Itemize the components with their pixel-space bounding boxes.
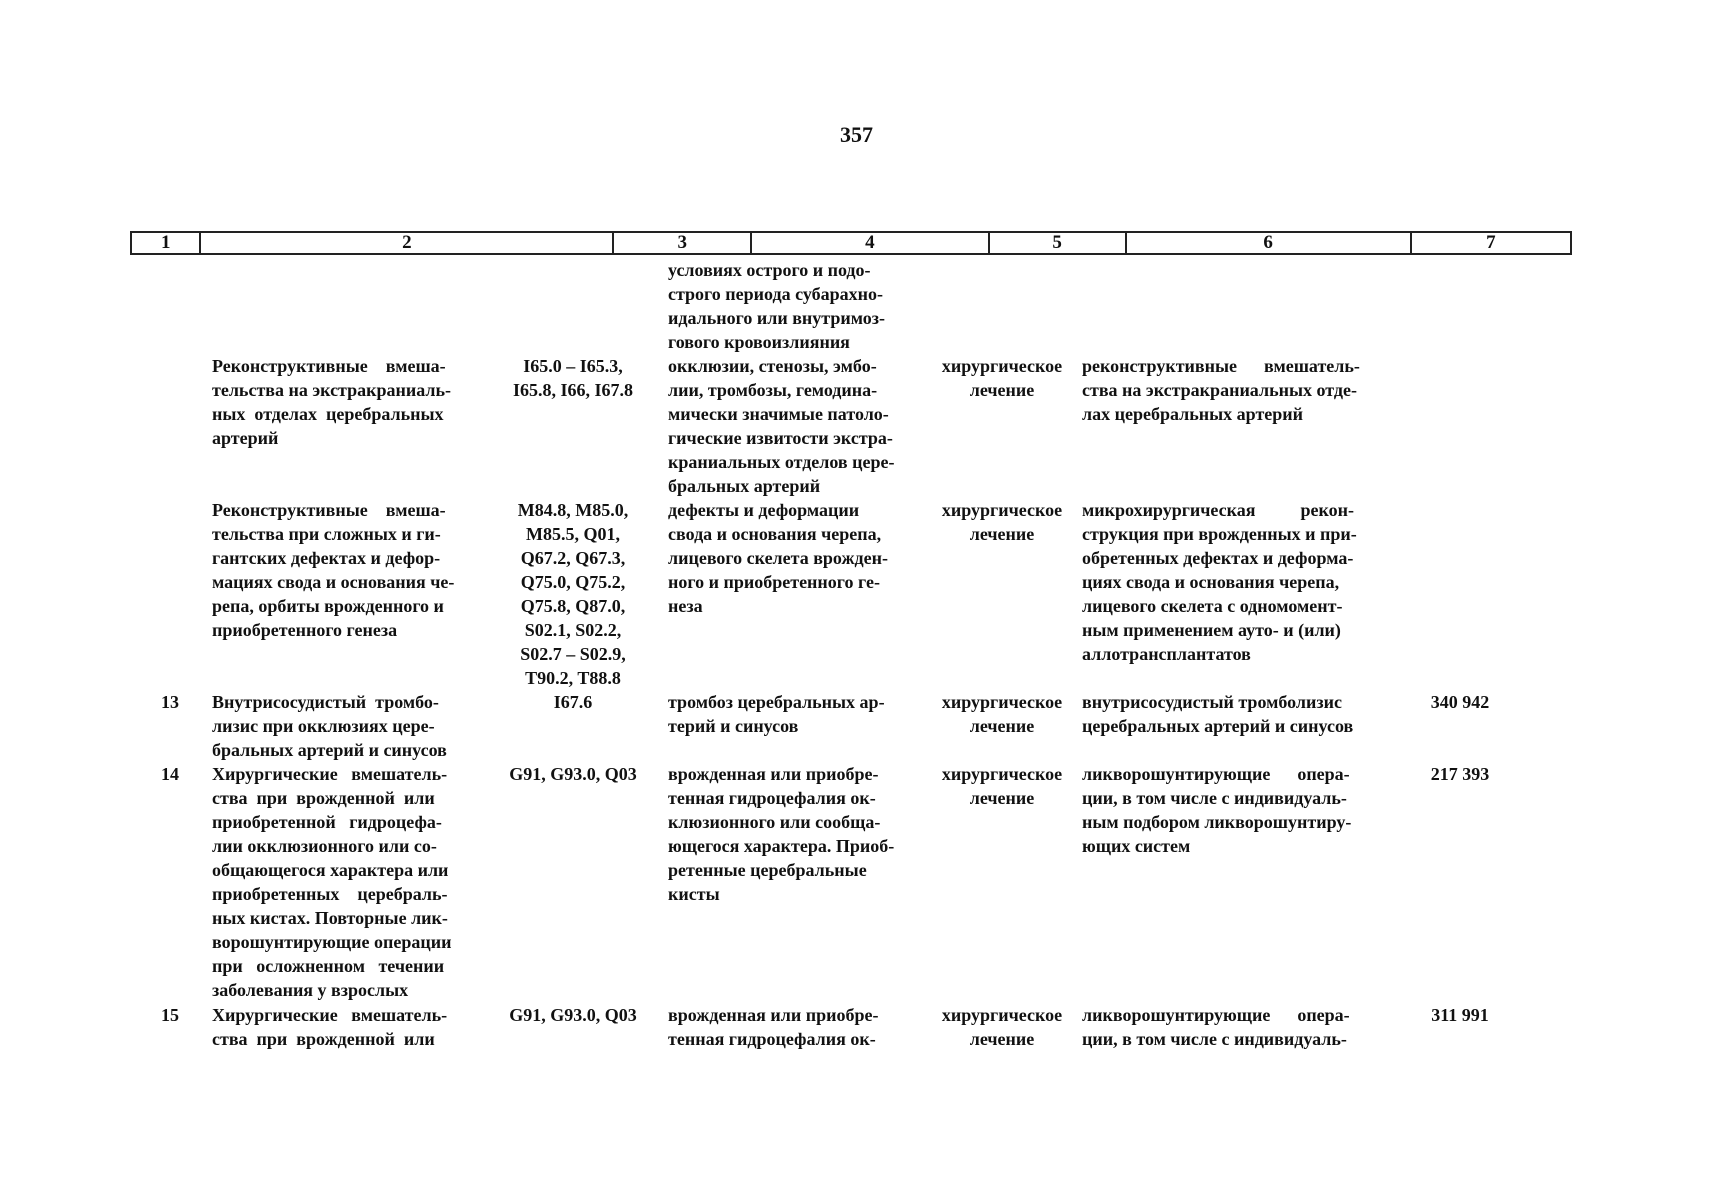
- table-header-row: [130, 231, 1572, 255]
- table-cell-method: микрохирургическая рекон- струкция при врожденных и при- обретенных дефектах и деформа- циях свода и основания черепа, лицевого скелета с одномомент- ным применением ауто- и (или) аллотрансплантатов: [1082, 500, 1357, 664]
- table-cell-diagnosis: врожденная или приобре- тенная гидроцефалия ок-: [668, 1005, 879, 1049]
- table-cell-name: Хирургические вмешатель- ства при врожденной или приобретенной гидроцефа- лии окклюзионного или со- общающегося характера или приобретенных церебраль- ных кистах. Повторные лик- ворошунтирующие операции при осложненном течении заболевания у взрослых: [212, 764, 452, 1000]
- table-cell-diagnosis: врожденная или приобре- тенная гидроцефалия ок- клюзионного или сообща- ющегося характера. Приоб- ретенные церебральные кисты: [668, 764, 895, 904]
- table-cell-cost: 217 393: [1430, 764, 1490, 784]
- table-cell-treatment: хирургическое лечение: [941, 764, 1063, 808]
- table-cell-name: Внутрисосудистый тромбо- лизис при окклюзиях цере- бральных артерий и синусов: [212, 692, 447, 760]
- table-cell-diagnosis: окклюзии, стенозы, эмбо- лии, тромбозы, гемодина- мически значимые патоло- гические извитости экстра- краниальных отделов цере- бральных артерий: [668, 356, 895, 496]
- table-cell-diagnosis: тромбоз церебральных ар- терий и синусов: [668, 692, 885, 736]
- table-cell-method: ликворошунтирующие опера- ции, в том числе с индивидуаль- ным подбором ликворошунтиру- ющих систем: [1082, 764, 1352, 856]
- table-cell-cost: 311 991: [1431, 1005, 1489, 1025]
- page-number: 357: [840, 122, 873, 147]
- table-cell-name: Хирургические вмешатель- ства при врожденной или: [212, 1005, 448, 1049]
- column-header-2: 2: [201, 233, 614, 253]
- column-header-3: 3: [614, 233, 752, 253]
- column-header-1: 1: [132, 233, 201, 253]
- table-cell-number: 15: [161, 1005, 179, 1025]
- table-cell-diagnosis: условиях острого и подо- строго периода субарахно- идального или внутримоз- гового кровоизлияния: [668, 260, 885, 352]
- table-cell-cost: 340 942: [1430, 692, 1490, 712]
- table-cell-method: внутрисосудистый тромболизис церебральных артерий и синусов: [1082, 692, 1354, 736]
- table-cell-name: Реконструктивные вмеша- тельства на экстракраниаль- ных отделах церебральных артерий: [212, 356, 452, 448]
- column-header-5: 5: [990, 233, 1127, 253]
- table-cell-number: 14: [161, 764, 179, 784]
- table-cell-codes: G91, G93.0, Q03: [509, 1005, 637, 1025]
- table-cell-treatment: хирургическое лечение: [941, 356, 1063, 400]
- table-cell-codes: G91, G93.0, Q03: [509, 764, 637, 784]
- table-cell-codes: I65.0 – I65.3, I65.8, I66, I67.8: [512, 356, 633, 400]
- table-cell-codes: M84.8, M85.0, M85.5, Q01, Q67.2, Q67.3, Q75.0, Q75.2, Q75.8, Q87.0, S02.1, S02.2, S02.7 – S02.9, T90.2, T88.8: [517, 500, 629, 688]
- column-header-4: 4: [752, 233, 990, 253]
- column-header-7: 7: [1486, 232, 1496, 253]
- table-cell-number: 13: [161, 692, 179, 712]
- table-cell-diagnosis: дефекты и деформации свода и основания черепа, лицевого скелета врожден- ного и приобретенного ге- неза: [668, 500, 888, 616]
- table-cell-method: ликворошунтирующие опера- ции, в том числе с индивидуаль-: [1082, 1005, 1350, 1049]
- table-cell-treatment: хирургическое лечение: [941, 692, 1063, 736]
- table-cell-name: Реконструктивные вмеша- тельства при сложных и ги- гантских дефектах и дефор- мациях свода и основания че- репа, орбиты врожденного и приобретенного генеза: [212, 500, 455, 640]
- table-cell-method: реконструктивные вмешатель- ства на экстракраниальных отде- лах церебральных артерий: [1082, 356, 1360, 424]
- table-cell-treatment: хирургическое лечение: [941, 500, 1063, 544]
- table-cell-codes: I67.6: [553, 692, 593, 712]
- table-cell-treatment: хирургическое лечение: [941, 1005, 1063, 1049]
- column-header-6: 6: [1127, 233, 1412, 253]
